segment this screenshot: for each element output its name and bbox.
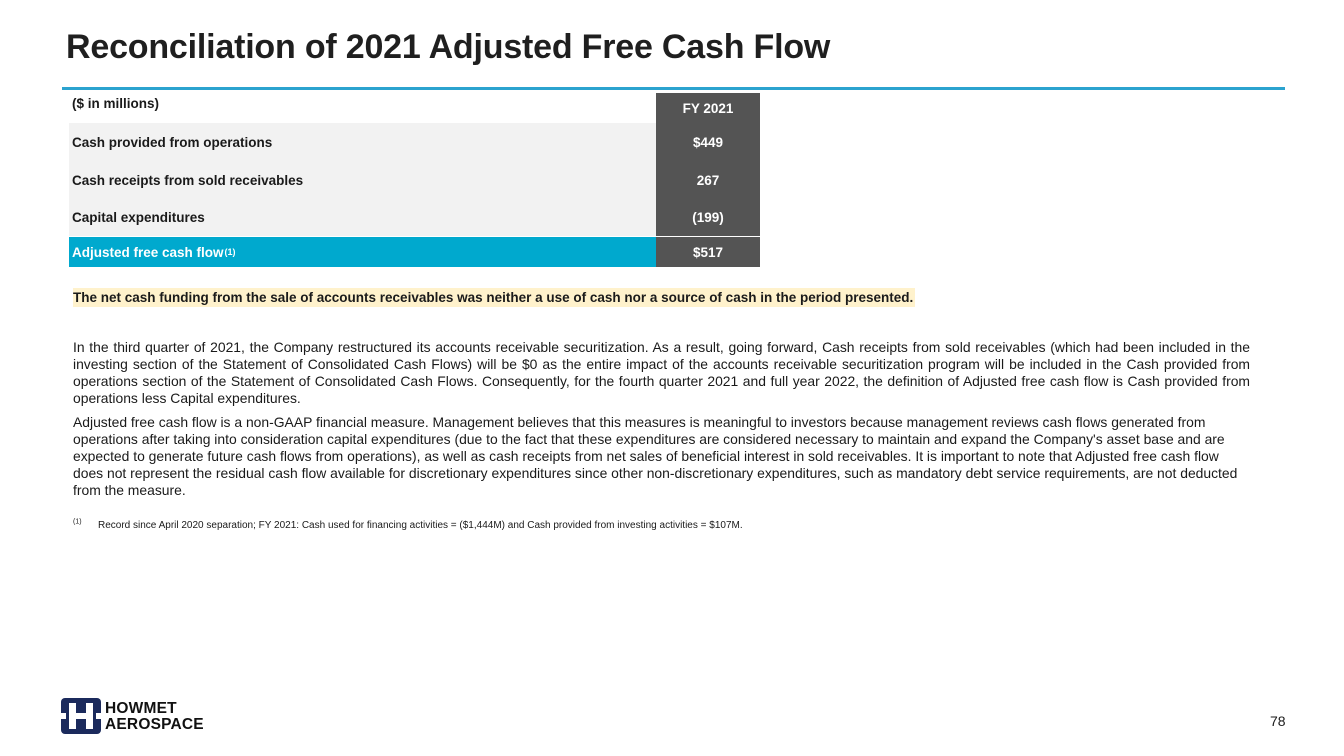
table-row xyxy=(69,161,760,199)
highlight-note: The net cash funding from the sale of accounts receivables was neither a use of cash nor a source of cash in the period presented. xyxy=(73,290,914,305)
row-label: Cash receipts from sold receivables xyxy=(69,161,656,199)
paragraph-securitization: In the third quarter of 2021, the Company restructured its accounts receivable securitization. As a result, going forward, Cash receipts from sold receivables (which had been included in the investing section of the Statement of Consolidated Cash Flows) will be $0 as the entire impact of the accounts receivable securitization program will be included in the Cash provided from operations section of the Statement of Consolidated Cash Flows. Consequently, for the fourth quarter 2021 and full year 2022, the definition of Adjusted free cash flow is Cash provided from operations less Capital expenditures. xyxy=(73,339,1250,406)
header-fy-2021: FY 2021 xyxy=(656,93,760,123)
row-label: Cash provided from operations xyxy=(69,123,656,161)
row-label: Capital expenditures xyxy=(69,199,656,236)
footnote-mark: (1) xyxy=(73,518,82,526)
title-divider xyxy=(62,87,1285,90)
total-label: Adjusted free cash flow (1) xyxy=(69,237,656,267)
logo-text-line1: HOWMET xyxy=(105,700,177,717)
table-row xyxy=(69,123,760,161)
footnote-text: Record since April 2020 separation; FY 2021: Cash used for financing activities = ($1,444M) and Cash provided from investing activities = $107M. xyxy=(98,520,743,531)
row-value: (199) xyxy=(656,199,760,236)
page-title: Reconciliation of 2021 Adjusted Free Cash Flow xyxy=(66,28,831,66)
logo-text-line2: AEROSPACE xyxy=(105,716,204,733)
table-total-row xyxy=(69,237,760,267)
paragraph-non-gaap: Adjusted free cash flow is a non-GAAP financial measure. Management believes that this measures is meaningful to investors because management reviews cash flows generated from operations after taking into consideration capital expenditures (due to the fact that these expenditures are considered necessary to maintain and expand the Company's asset base and are expected to generate future cash flows from operations), as well as cash receipts from net sales of beneficial interest in sold receivables. It is important to note that Adjusted free cash flow does not represent the residual cash flow available for discretionary expenditures since other non-discretionary expenditures, such as mandatory debt service requirements, are not deducted from the measure. xyxy=(73,414,1238,498)
row-value: $449 xyxy=(656,123,760,161)
table-row xyxy=(69,199,760,236)
footnote xyxy=(73,518,743,531)
table-header-row xyxy=(69,93,760,123)
page-number: 78 xyxy=(1270,713,1286,729)
howmet-logo-icon xyxy=(61,698,101,734)
header-units-label: ($ in millions) xyxy=(69,93,656,123)
total-value: $517 xyxy=(656,237,760,267)
howmet-logo xyxy=(61,698,211,736)
total-label-text: Adjusted free cash flow xyxy=(72,244,224,260)
row-value: 267 xyxy=(656,161,760,199)
